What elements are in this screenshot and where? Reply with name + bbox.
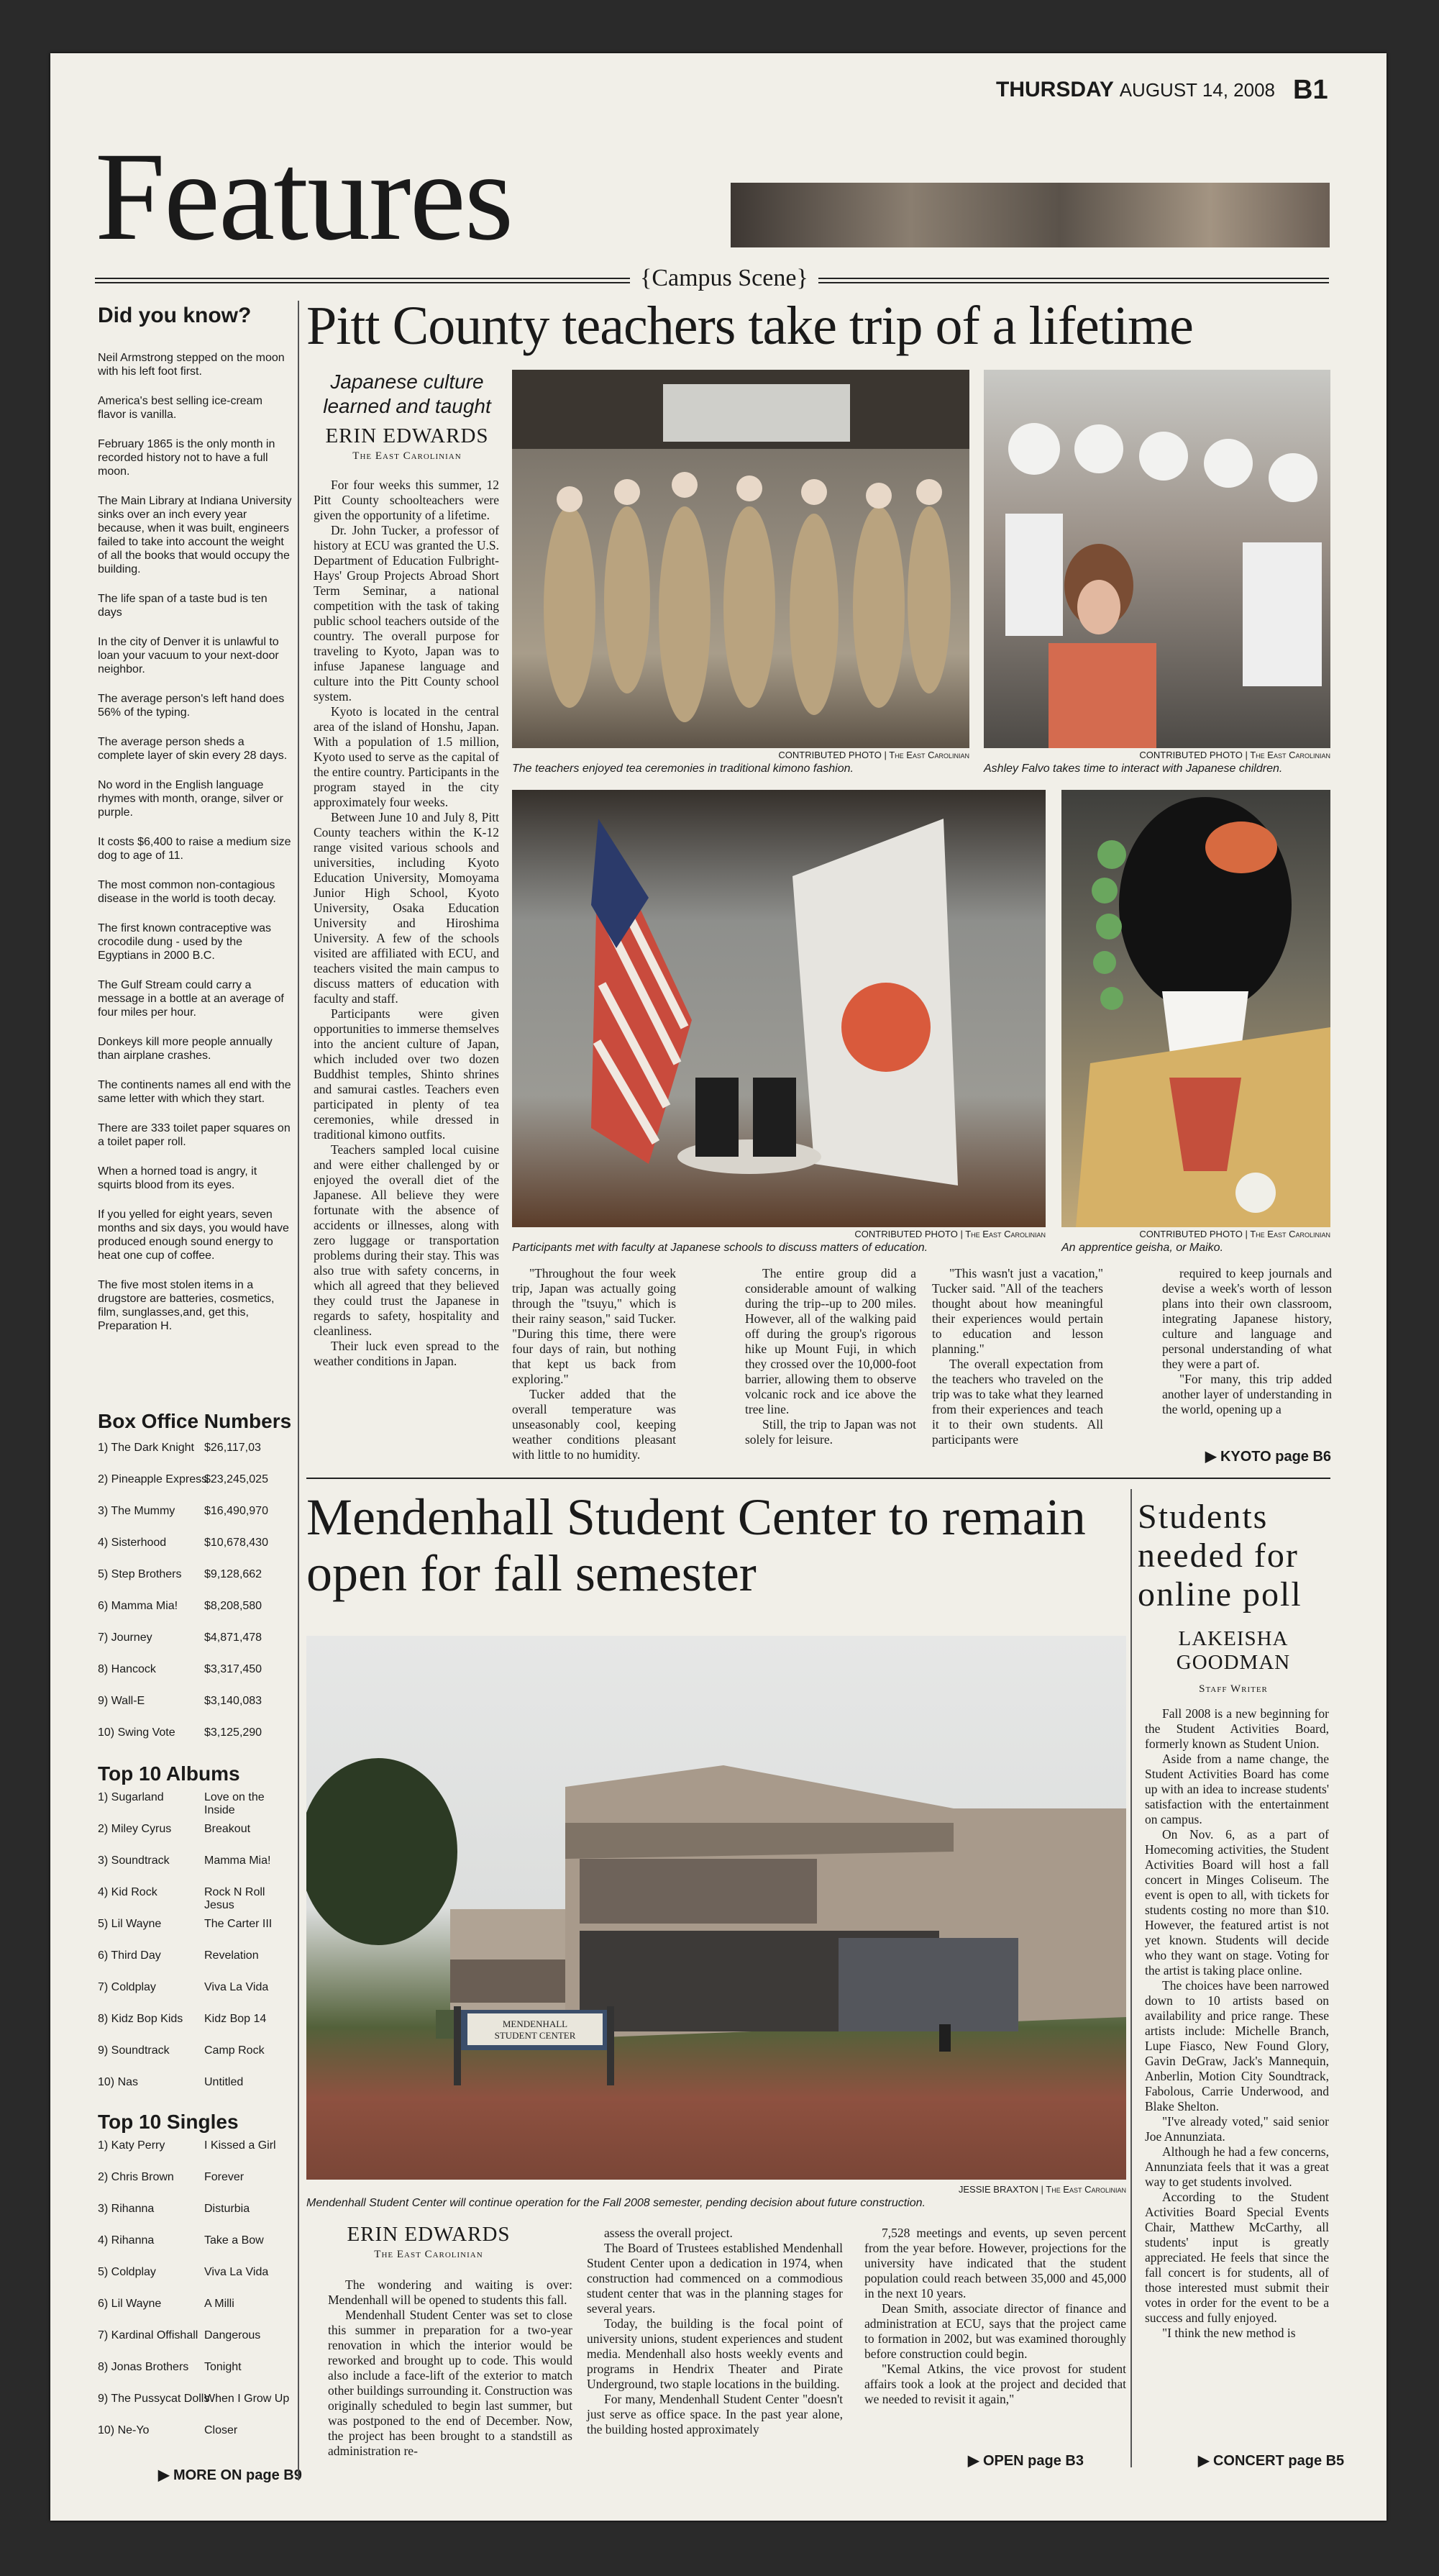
story1-column [745,1266,916,1447]
chart-row [98,1631,293,1652]
chart-row-label: 1) Katy Perry [98,2139,165,2152]
chart-row-label: 6) Lil Wayne [98,2298,162,2310]
fact-item: America's best selling ice-cream flavor is vanilla. [98,395,262,421]
chart-row-label: 5) Step Brothers [98,1568,182,1580]
chart-row-value: Take a Bow [204,2234,264,2247]
story2-column [328,2277,572,2459]
chart-row-label: 1) The Dark Knight [98,1442,194,1454]
fact-item: There are 333 toilet paper squares on a toilet paper roll. [98,1122,291,1148]
paragraph: The Board of Trustees established Mendenhall Student Center upon a dedication in 1974, when construction had commenced on a commodious student center that was in the planning stages for several years. [587,2241,843,2316]
fact-item: The most common non-contagious disease in the world is tooth decay. [98,879,276,905]
paragraph: Fall 2008 is a new beginning for the Student Activities Board, formerly known as Student Union. [1145,1706,1329,1751]
story1-column [314,478,499,1369]
chart-row-value: Disturbia [204,2203,250,2215]
chart-row [98,2013,293,2033]
chart-row-label: 7) Journey [98,1631,152,1644]
paragraph: Kyoto is located in the central area of the island of Honshu, Japan. With a population of 1.5 million, Kyoto used to serve as the capital of the entire country. Participants in the program stayed in the city approximately four weeks. [314,704,499,809]
sidebar-jump[interactable]: ▶ MORE ON page B9 [158,2467,302,2483]
paragraph: On Nov. 6, as a part of Homecoming activities, the Student Activities Board will host a fall concert in Minges Coliseum. The event is open to all, with tickets for students costing no more than $10. However, the featured artist is not yet known. Students will decide who they want on stage. Voting for the artist is taking place online. [1145,1827,1329,1977]
chart-row-value: $9,128,662 [204,1568,262,1580]
paragraph: "Kemal Atkins, the vice provost for student affairs took a look at the project and decided that we needed to revisit it again," [864,2362,1126,2406]
chart-row [98,1537,293,1557]
paragraph: Dean Smith, associate director of finance and administration at ECU, says that the project came to formation in 2002, but was examined thoroughly before construction could begin. [864,2301,1126,2361]
chart-row-label: 3) Rihanna [98,2203,155,2215]
photo5-credit: JESSIE BRAXTON | The East Carolinian [958,2184,1126,2195]
paragraph: Dr. John Tucker, a professor of history at ECU was granted the U.S. Department of Education Fulbright-Hays' Group Projects Abroad Short Term Seminar, a national competition with the task of taking public school teachers outside of the country. The overall purpose for traveling to Kyoto, Japan was to infuse Japanese language and culture into the Pitt County school system. [314,523,499,704]
chart-row [98,2424,293,2444]
chart-row-label: 8) Kidz Bop Kids [98,2013,183,2025]
masthead-photo [731,183,1330,247]
chart-row-label: 4) Kid Rock [98,1886,157,1898]
chart-row [98,1442,293,1462]
chart-row [98,1600,293,1620]
chart-row-value: $23,245,025 [204,1473,268,1485]
photo-children [984,370,1330,748]
chart-row-label: 4) Sisterhood [98,1537,167,1549]
story1-jump[interactable]: ▶ KYOTO page B6 [1205,1449,1332,1465]
chart-row-value: $3,317,450 [204,1663,262,1675]
story1-byline: ERIN EDWARDS [325,424,489,447]
chart-row [98,1886,293,1911]
fact-item: The life span of a taste bud is ten days [98,593,268,619]
chart-row-label: 4) Rihanna [98,2234,155,2247]
chart-row-label: 6) Mamma Mia! [98,1600,178,1612]
chart-row-value: Forever [204,2171,245,2183]
chart-row [98,2076,293,2096]
fact-item: February 1865 is the only month in recorded history not to have a full moon. [98,438,275,478]
photo-flags [512,790,1046,1227]
chart-row-value: Viva La Vida [204,1981,269,1993]
fact-item: The average person sheds a complete layer of skin every 28 days. [98,736,288,762]
chart-row-value: Camp Rock [204,2044,265,2057]
chart-row [98,2139,293,2159]
chart-row-label: 9) Soundtrack [98,2044,170,2057]
chart-row [98,1695,293,1715]
chart-row-label: 7) Coldplay [98,1981,156,1993]
chart-row [98,1568,293,1588]
story3-jump[interactable]: ▶ CONCERT page B5 [1198,2453,1345,2469]
paragraph: Although he had a few concerns, Annunziata feels that it was a great way to get students involved. [1145,2144,1329,2189]
chart-row-value: Breakout [204,1823,251,1835]
chart-row [98,2298,293,2318]
paragraph: Between June 10 and July 8, Pitt County teachers within the K-12 range visited various schools and universities, including Kyoto Education University, Momoyama Junior High School, Kyoto University, Osaka Education University and Hiroshima University. A few of the schools visited are affiliated with ECU, and teachers visited the main campus to discuss matters of education with faculty and staff. [314,810,499,1006]
photo5-caption: Mendenhall Student Center will continue operation for the Fall 2008 semester, pending decision about future construction. [306,2197,926,2209]
chart-row-value: Mamma Mia! [204,1854,271,1867]
paragraph: Participants were given opportunities to immerse themselves into the ancient culture of Japan, which included over two dozen Buddhist temples, Shinto shrines and samurai castles. Teachers even participated in plenty of tea ceremonies, while dressed in traditional kimono outfits. [314,1006,499,1142]
building-sign: MENDENHALL [502,2019,568,2029]
paragraph: Tucker added that the overall temperature was unseasonably cool, keeping weather conditions pleasant with little to no humidity. [512,1387,676,1462]
fact-item: The five most stolen items in a drugstore are batteries, cosmetics, film, sunglasses,and, get this, Preparation H. [98,1279,275,1332]
story2-column [587,2226,843,2437]
photo1-credit: CONTRIBUTED PHOTO | The East Carolinian [778,750,969,760]
fact-item: The average person's left hand does 56% of the typing. [98,693,285,719]
story1-deck: Japanese culture learned and taught [323,370,491,417]
chart-row [98,2203,293,2223]
story2-jump[interactable]: ▶ OPEN page B3 [968,2453,1084,2469]
chart-row [98,2234,293,2254]
column-divider [1130,1489,1132,2467]
chart-row-label: 5) Coldplay [98,2266,156,2278]
story1-column [1162,1266,1332,1417]
chart-row-value: Viva La Vida [204,2266,269,2278]
paragraph: Teachers sampled local cuisine and were either challenged by or enjoyed the overall diet of the Japanese. All believe they were fortunate with the absence of accidents or illnesses, along with zero luggage or transportation problems during their stay. This was also true with safety concerns, in which all agreed that they believed they could trust the Japanese in regards to safety, hospitality and cleanliness. [314,1142,499,1338]
photo-maiko [1061,790,1330,1227]
fact-item: The Main Library at Indiana University sinks over an inch every year because, when it was built, engineers failed to take into account the weight of all the books that would occupy the building. [98,495,292,575]
chart-row [98,1918,293,1938]
chart-row-value: Closer [204,2424,238,2436]
paragraph: "I've already voted," said senior Joe Annunziata. [1145,2114,1329,2144]
story1-column [512,1266,676,1462]
fact-item: Donkeys kill more people annually than airplane crashes. [98,1036,273,1062]
page-number: B1 [1293,75,1328,105]
photo2-credit: CONTRIBUTED PHOTO | The East Carolinian [1139,750,1330,760]
story1-column [932,1266,1103,1447]
chart-row-label: 2) Chris Brown [98,2171,174,2183]
fact-item: No word in the English language rhymes with month, orange, silver or purple. [98,779,283,819]
paragraph: Still, the trip to Japan was not solely for leisure. [745,1417,916,1447]
story2-column [864,2226,1126,2407]
chart-row-label: 2) Miley Cyrus [98,1823,172,1835]
photo1-caption: The teachers enjoyed tea ceremonies in traditional kimono fashion. [512,763,854,775]
chart-row-label: 6) Third Day [98,1949,161,1962]
story3-headline: Students needed for online poll [1138,1498,1302,1614]
paragraph: For many, Mendenhall Student Center "doesn't just serve as office space. In the past year alone, the building hosted approximately [587,2392,843,2436]
chart-row [98,2329,293,2349]
paragraph: The choices have been narrowed down to 10 artists based on availability and price range. These artists include: Michelle Branch, Lupe Fiasco, New Found Glory, Gavin DeGraw, Jack's Mannequin, Anberlin, Motion City Soundtrack, Fabolous, Carrie Underwood, and Blake Shelton. [1145,1978,1329,2113]
chart-row [98,2044,293,2065]
photo2-caption: Ashley Falvo takes time to interact with Japanese children. [984,763,1283,775]
paragraph: Their luck even spread to the weather conditions in Japan. [314,1339,499,1368]
paragraph: assess the overall project. [604,2226,733,2240]
chart-row [98,1473,293,1493]
singles-title: Top 10 Singles [98,2111,239,2133]
story-divider [306,1478,1330,1479]
albums-title: Top 10 Albums [98,1762,240,1785]
section-label: {Campus Scene} [630,265,818,292]
chart-row-label: 8) Jonas Brothers [98,2361,189,2373]
chart-row-value: Revelation [204,1949,259,1962]
paragraph: According to the Student Activities Board Special Events Chair, Matthew McCarthy, all students' input is greatly appreciated. He feels that since the fall concert is for students, all of those interested must submit their votes in order for the event to be a success and fully enjoyed. [1145,2190,1329,2325]
chart-row-label: 1) Sugarland [98,1791,164,1803]
paragraph: required to keep journals and devise a week's worth of lesson plans into their own classroom, integrating Japanese history, culture and language and personal understanding of what they were a part of. [1162,1266,1332,1371]
chart-row-label: 8) Hancock [98,1663,156,1675]
masthead: Features [95,127,513,267]
fact-item: When a horned toad is angry, it squirts blood from its eyes. [98,1165,257,1191]
chart-row [98,1981,293,2001]
chart-row-label: 10) Swing Vote [98,1726,175,1739]
chart-row-value: $3,125,290 [204,1726,262,1739]
chart-row-label: 9) Wall-E [98,1695,145,1707]
story1-org: The East Carolinian [352,450,462,462]
chart-row [98,2361,293,2381]
fact-list [98,351,293,1349]
issue-date: THURSDAY AUGUST 14, 2008 [996,78,1276,101]
chart-row [98,2393,293,2413]
fact-item: The first known contraceptive was crocodile dung - used by the Egyptians in 2000 B.C. [98,922,271,962]
fact-item: The Gulf Stream could carry a message in a bottle at an average of four miles per hour. [98,979,284,1019]
paragraph: The overall expectation from the teachers who traveled on the trip was to take what they learned from their experiences and teach it to their own students. All participants were [932,1357,1103,1447]
story3-byline: LAKEISHA GOODMAN [1176,1627,1291,1674]
chart-row-value: $26,117,03 [204,1442,261,1454]
fact-item: In the city of Denver it is unlawful to loan your vacuum to your next-door neighbor. [98,636,279,675]
chart-row [98,1663,293,1683]
chart-row-value: Dangerous [204,2329,261,2341]
chart-row [98,2171,293,2191]
chart-row-value: When I Grow Up [204,2393,290,2405]
chart-row-label: 7) Kardinal Offishall [98,2329,198,2341]
chart-row-value: A Milli [204,2298,234,2310]
fact-item: Neil Armstrong stepped on the moon with his left foot first. [98,352,285,378]
chart-row-value: Love on the Inside [204,1791,265,1816]
fact-item: The continents names all end with the same letter with which they start. [98,1079,291,1105]
svg-text:STUDENT CENTER: STUDENT CENTER [494,2030,576,2041]
photo3-caption: Participants met with faculty at Japanese schools to discuss matters of education. [512,1242,928,1254]
paragraph: The entire group did a considerable amount of walking during the trip--up to 200 miles. However, all of the walking paid off during the group's rigorous hike up Mount Fuji, in which they crossed over the 10,000-foot barrier, allowing them to observe volcanic rock and ice above the tree line. [745,1266,916,1416]
paragraph: "I think the new method is [1162,2326,1296,2340]
photo4-caption: An apprentice geisha, or Maiko. [1061,1242,1224,1254]
story2-org: The East Carolinian [374,2249,483,2260]
chart-row-label: 5) Lil Wayne [98,1918,162,1930]
story1-headline: Pitt County teachers take trip of a lifetime [306,296,1193,356]
chart-row [98,1726,293,1747]
photo4-credit: CONTRIBUTED PHOTO | The East Carolinian [1139,1229,1330,1239]
chart-row-label: 2) Pineapple Express [98,1473,208,1485]
story2-byline: ERIN EDWARDS [347,2223,511,2246]
story3-column [1145,1706,1329,2341]
paragraph: Mendenhall Student Center was set to close this summer in preparation for a two-year renovation in which the interior would be reworked and brought up to code. This would also include a face-lift of the exterior to match other buildings surrounding it. Construction was originally scheduled to begin last summer, but was postponed to the end of December. Now, the project has been brought to a standstill as administration re- [328,2308,572,2458]
chart-row-value: $4,871,478 [204,1631,262,1644]
chart-row [98,2266,293,2286]
sidebar-title: Did you know? [98,304,252,327]
chart-row-value: $10,678,430 [204,1537,268,1549]
paragraph: "For many, this trip added another layer of understanding in the world, opening up a [1162,1372,1332,1416]
chart-row-value: The Carter III [204,1918,273,1930]
paragraph: Aside from a name change, the Student Activities Board has come up with an idea to increase students' satisfaction with the entertainment on campus. [1145,1752,1329,1826]
chart-row [98,1854,293,1875]
chart-row-value: $16,490,970 [204,1505,268,1517]
chart-row-value: Tonight [204,2361,242,2373]
chart-row-value: Untitled [204,2076,244,2088]
chart-row-label: 9) The Pussycat Dolls [98,2393,210,2405]
story3-org: Staff Writer [1199,1683,1268,1695]
chart-row-value: I Kissed a Girl [204,2139,276,2152]
chart-row [98,1505,293,1525]
story2-headline: Mendenhall Student Center to remain open for fall semester [306,1488,1086,1602]
box-office-title: Box Office Numbers [98,1410,292,1432]
paragraph: "Throughout the four week trip, Japan was actually going through the "tsuyu," which is their rainy season," said Tucker. "During this time, there were four days of rain, but nothing that kept us back from exploring." [512,1266,676,1386]
chart-row-value: Kidz Bop 14 [204,2013,267,2025]
photo-mendenhall [306,1636,1126,2180]
chart-row-value: $3,140,083 [204,1695,262,1707]
chart-row-value: Rock N Roll Jesus [204,1886,265,1911]
chart-row-value: $8,208,580 [204,1600,262,1612]
fact-item: If you yelled for eight years, seven months and six days, you would have produced enough sound energy to heat one cup of coffee. [98,1209,289,1262]
fact-item: It costs $6,400 to raise a medium size dog to age of 11. [98,836,291,862]
chart-row [98,1791,293,1816]
paragraph: Today, the building is the focal point of university unions, student experiences and student media. Mendenhall also hosts weekly events and programs in Hendrix Theater and Pirate Underground, two staple locations in the building. [587,2316,843,2391]
chart-row-label: 10) Nas [98,2076,139,2088]
chart-row-label: 3) The Mummy [98,1505,175,1517]
chart-row [98,1949,293,1970]
photo3-credit: CONTRIBUTED PHOTO | The East Carolinian [854,1229,1046,1239]
chart-row-label: 10) Ne-Yo [98,2424,150,2436]
paragraph: "This wasn't just a vacation," Tucker said. "All of the teachers thought about how meaningful their experiences would pertain to education and lesson planning." [932,1266,1103,1356]
paragraph: For four weeks this summer, 12 Pitt County schoolteachers were given the opportunity of a lifetime. [314,478,499,522]
photo-tea-ceremony [512,370,969,748]
chart-row [98,1823,293,1843]
chart-row-label: 3) Soundtrack [98,1854,170,1867]
paragraph: 7,528 meetings and events, up seven percent from the year before. However, projections for the university have indicated that the student population could reach between 35,000 and 45,000 in the next 10 years. [864,2226,1126,2300]
column-divider [298,301,299,2480]
paragraph: The wondering and waiting is over: Mendenhall will be opened to students this fall. [328,2277,572,2307]
